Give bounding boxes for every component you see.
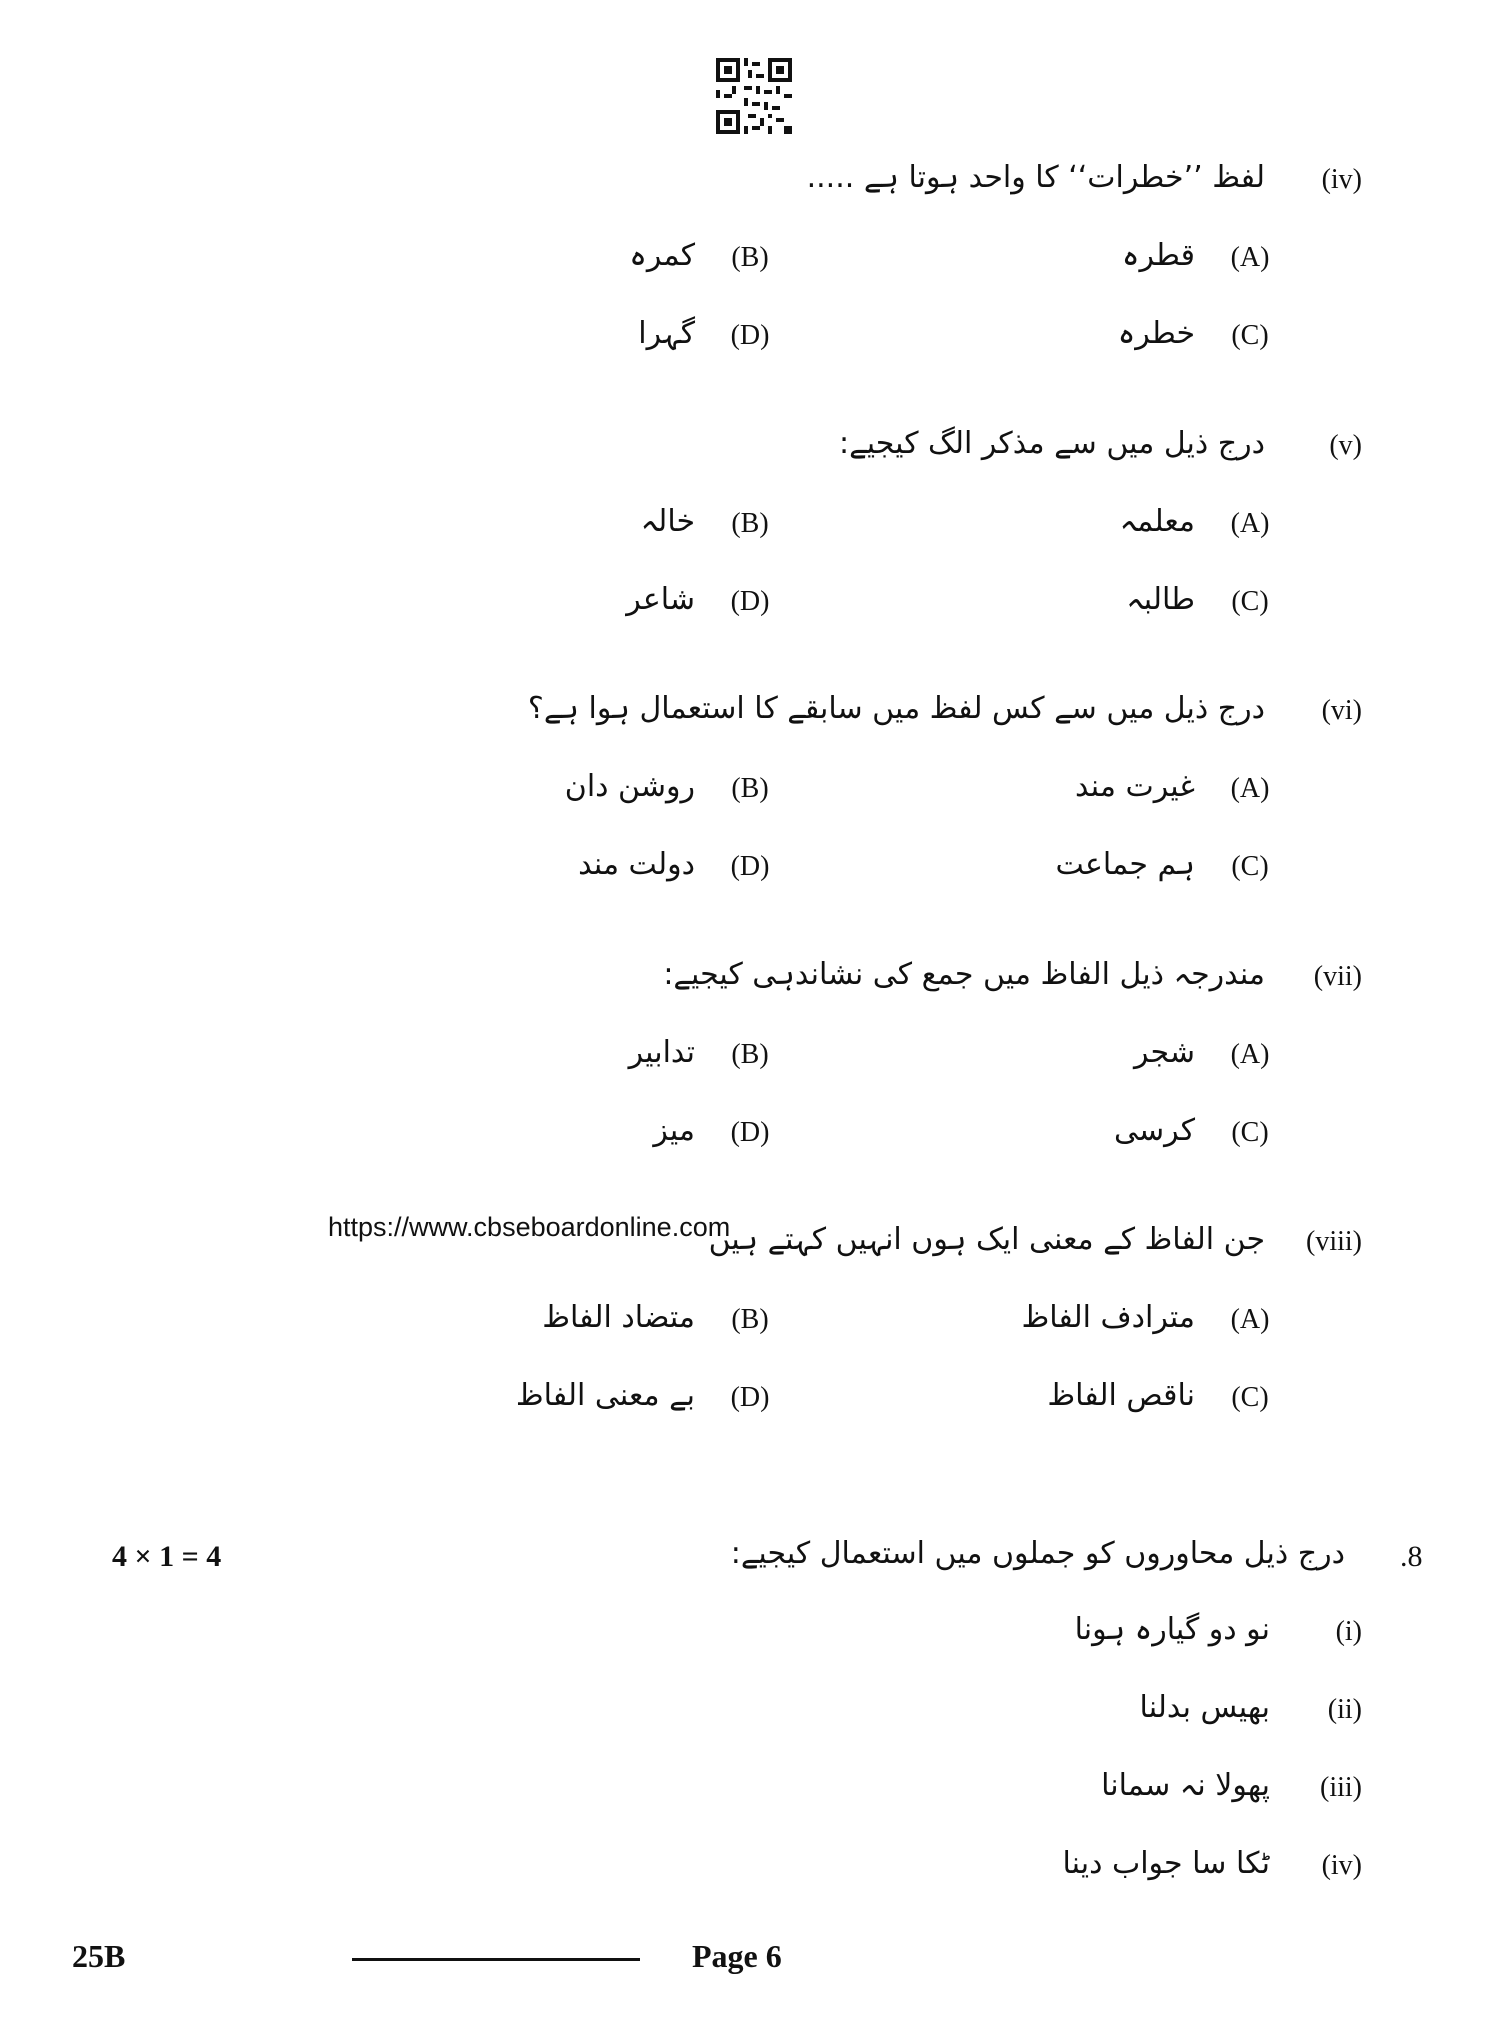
marks: 4 × 1 = 4 bbox=[112, 1540, 222, 1573]
question-stem: جن الفاظ کے معنی ایک ہوں انہیں کہتے ہیں bbox=[708, 1222, 1265, 1257]
question-stem: درج ذیل میں سے مذکر الگ کیجیے: bbox=[839, 426, 1265, 461]
option-label: (C) bbox=[1231, 1117, 1269, 1148]
option-text: ہم جماعت bbox=[1055, 847, 1195, 882]
option-label: (A) bbox=[1230, 773, 1270, 804]
question-number: (viii) bbox=[1306, 1226, 1362, 1257]
option-label: (D) bbox=[730, 851, 770, 882]
option-text: کمرہ bbox=[629, 238, 695, 273]
option-text: ناقص الفاظ bbox=[1047, 1378, 1195, 1413]
option-label: (B) bbox=[731, 1304, 769, 1335]
question-number: (v) bbox=[1329, 430, 1362, 461]
option-label: (D) bbox=[730, 1117, 770, 1148]
option-text: قطرہ bbox=[1121, 238, 1195, 273]
question-number: .8 bbox=[1400, 1540, 1423, 1573]
option-label: (D) bbox=[730, 586, 770, 617]
option-text: خالہ bbox=[640, 504, 695, 539]
option-label: (A) bbox=[1230, 242, 1270, 273]
option-text: شاعر bbox=[626, 582, 695, 617]
item-label: (i) bbox=[1335, 1616, 1362, 1647]
option-label: (D) bbox=[730, 1382, 770, 1413]
footer-rule bbox=[352, 1958, 640, 1961]
item-text: ٹکا سا جواب دینا bbox=[1062, 1846, 1270, 1881]
item-text: بھیس بدلنا bbox=[1139, 1690, 1270, 1725]
item-text: پھولا نہ سمانا bbox=[1101, 1768, 1270, 1803]
question-stem: لفظ ’’خطرات‘‘ کا واحد ہوتا ہے ..... bbox=[806, 160, 1265, 195]
option-label: (C) bbox=[1231, 1382, 1269, 1413]
option-text: روشن دان bbox=[564, 769, 695, 804]
option-label: (B) bbox=[731, 508, 769, 539]
option-label: (C) bbox=[1231, 851, 1269, 882]
item-label: (iv) bbox=[1321, 1850, 1362, 1881]
option-label: (D) bbox=[730, 320, 770, 351]
item-label: (iii) bbox=[1320, 1772, 1362, 1803]
option-text: طالبہ bbox=[1126, 582, 1195, 617]
question-number: (iv) bbox=[1321, 164, 1362, 195]
option-text: گہرا bbox=[638, 316, 695, 351]
item-text: نو دو گیارہ ہونا bbox=[1074, 1612, 1270, 1647]
option-label: (C) bbox=[1231, 586, 1269, 617]
source-url: https://www.cbseboardonline.com bbox=[328, 1212, 731, 1242]
question-stem: درج ذیل محاوروں کو جملوں میں استعمال کیجیے: bbox=[730, 1536, 1345, 1571]
option-text: معلمہ bbox=[1119, 504, 1195, 539]
option-label: (A) bbox=[1230, 508, 1270, 539]
qr-code-icon bbox=[716, 58, 792, 134]
option-label: (B) bbox=[731, 242, 769, 273]
option-text: خطرہ bbox=[1117, 316, 1195, 351]
item-label: (ii) bbox=[1327, 1694, 1362, 1725]
option-text: متضاد الفاظ bbox=[542, 1300, 695, 1335]
question-stem: مندرجہ ذیل الفاظ میں جمع کی نشاندہی کیجیے: bbox=[663, 957, 1265, 992]
option-label: (A) bbox=[1230, 1304, 1270, 1335]
question-number: (vii) bbox=[1313, 961, 1362, 992]
paper-code: 25B bbox=[72, 1938, 126, 1974]
option-label: (A) bbox=[1230, 1039, 1270, 1070]
page-number: Page 6 bbox=[692, 1938, 782, 1974]
option-text: شجر bbox=[1133, 1035, 1195, 1070]
question-number: (vi) bbox=[1321, 695, 1362, 726]
question-stem: درج ذیل میں سے کس لفظ میں سابقے کا استعمال ہوا ہے؟ bbox=[527, 691, 1265, 726]
option-label: (B) bbox=[731, 773, 769, 804]
option-label: (B) bbox=[731, 1039, 769, 1070]
option-text: میز bbox=[653, 1113, 695, 1148]
option-text: مترادف الفاظ bbox=[1021, 1300, 1195, 1335]
option-text: غیرت مند bbox=[1075, 769, 1195, 804]
option-text: بے معنی الفاظ bbox=[515, 1378, 695, 1413]
option-text: تدابیر bbox=[628, 1035, 695, 1070]
option-label: (C) bbox=[1231, 320, 1269, 351]
option-text: کرسی bbox=[1114, 1113, 1195, 1148]
option-text: دولت مند bbox=[578, 847, 695, 882]
